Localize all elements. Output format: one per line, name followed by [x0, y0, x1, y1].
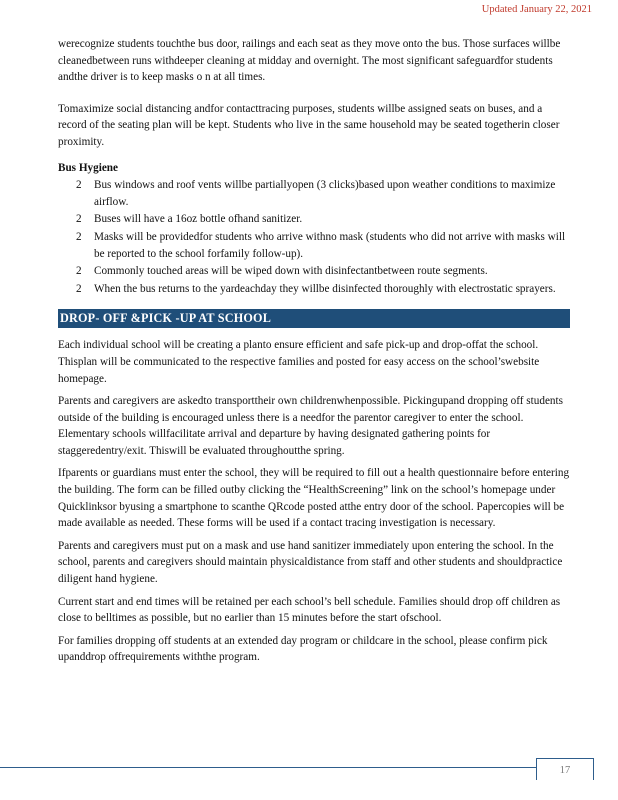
bullet-marker: 2: [76, 230, 82, 243]
footer-rule: [0, 767, 536, 768]
section-paragraph: For families dropping off students at an extended day program or childcare in the school, please confirm pick upanddrop offrequirements withthe program.: [58, 634, 548, 664]
list-item: [58, 229, 570, 262]
list-item-text: Masks will be providedfor students who arrive withno mask (students who did not arrive with masks will be reported to the school forfamily follow-up).: [94, 230, 566, 260]
updated-date: Updated January 22, 2021: [481, 4, 592, 15]
list-item: [58, 211, 570, 228]
section-paragraph: Parents and caregivers must put on a mask and use hand sanitizer immediately upon entering the school. In the school, parents and caregivers should maintain physicaldistance from staff and other students and shouldpractice diligent hand hygiene.: [58, 539, 563, 586]
bullet-marker: 2: [76, 213, 82, 226]
section-heading-bar: DROP- OFF &PICK -UP AT SCHOOL: [58, 309, 570, 328]
list-item: [58, 263, 570, 280]
list-item-text: When the bus returns to the yardeachday they willbe disinfected thoroughly with electrostatic sprayers.: [94, 282, 556, 295]
section-paragraph: Each individual school will be creating a planto ensure efficient and safe pick-up and drop-offat the school. Thisplan will be communicated to the respective families and posted for easy access on the school’swebsite homepage.: [58, 339, 540, 385]
list-item-text: Commonly touched areas will be wiped down with disinfectantbetween route segments.: [94, 265, 488, 278]
list-item: [58, 281, 570, 298]
section-paragraph: Ifparents or guardians must enter the school, they will be required to fill out a health questionnaire before entering the building. The form can be filled outby clicking the “HealthScreening” link on the school’s homepage under Quicklinksor byusing a smartphone to scanthe QRcode posted atthe entry door of the school. Papercopies will be made available as needed. These forms will be used if a contact tracing investigation is necessary.: [58, 467, 570, 530]
bullet-marker: 2: [76, 282, 82, 295]
bus-hygiene-heading: Bus Hygiene: [58, 161, 118, 174]
bullet-marker: 2: [76, 265, 82, 278]
intro-paragraph: werecognize students touchthe bus door, railings and each seat as they move onto the bus. Those surfaces willbe cleanedbetween runs withdeeper cleaning at midday and overnight. The most significant safeguardfor students andthe driver is to keep masks o n at all times.: [58, 38, 561, 84]
section-paragraph: Current start and end times will be retained per each school’s bell schedule. Families should drop off children as close to belltimes as possible, but no earlier than 15 minutes before the start ofschool.: [58, 595, 561, 625]
list-item-text: Bus windows and roof vents willbe partiallyopen (3 clicks)based upon weather conditions to maximize airflow.: [94, 179, 556, 208]
list-item-text: Buses will have a 16oz bottle ofhand sanitizer.: [94, 213, 303, 226]
page-number: 17: [536, 758, 594, 780]
intro-paragraph: Tomaximize social distancing andfor contacttracing purposes, students willbe assigned seats on buses, and a record of the seating plan will be kept. Students who live in the same household may be seated togetherin closer proximity.: [58, 102, 560, 148]
document-body: [58, 36, 570, 672]
bus-hygiene-list: [58, 177, 570, 297]
bullet-marker: 2: [76, 179, 82, 192]
list-item: [58, 177, 570, 210]
section-paragraph: Parents and caregivers are askedto transporttheir own childrenwhenpossible. Pickingupand dropping off students outside of the building is encouraged unless there is a needfor the parentor caregiver to enter the school. Elementary schools willfacilitate arrival and departure by having designated gathering points for staggeredentry/exit. Thiswill be evaluated throughoutthe spring.: [58, 395, 563, 457]
